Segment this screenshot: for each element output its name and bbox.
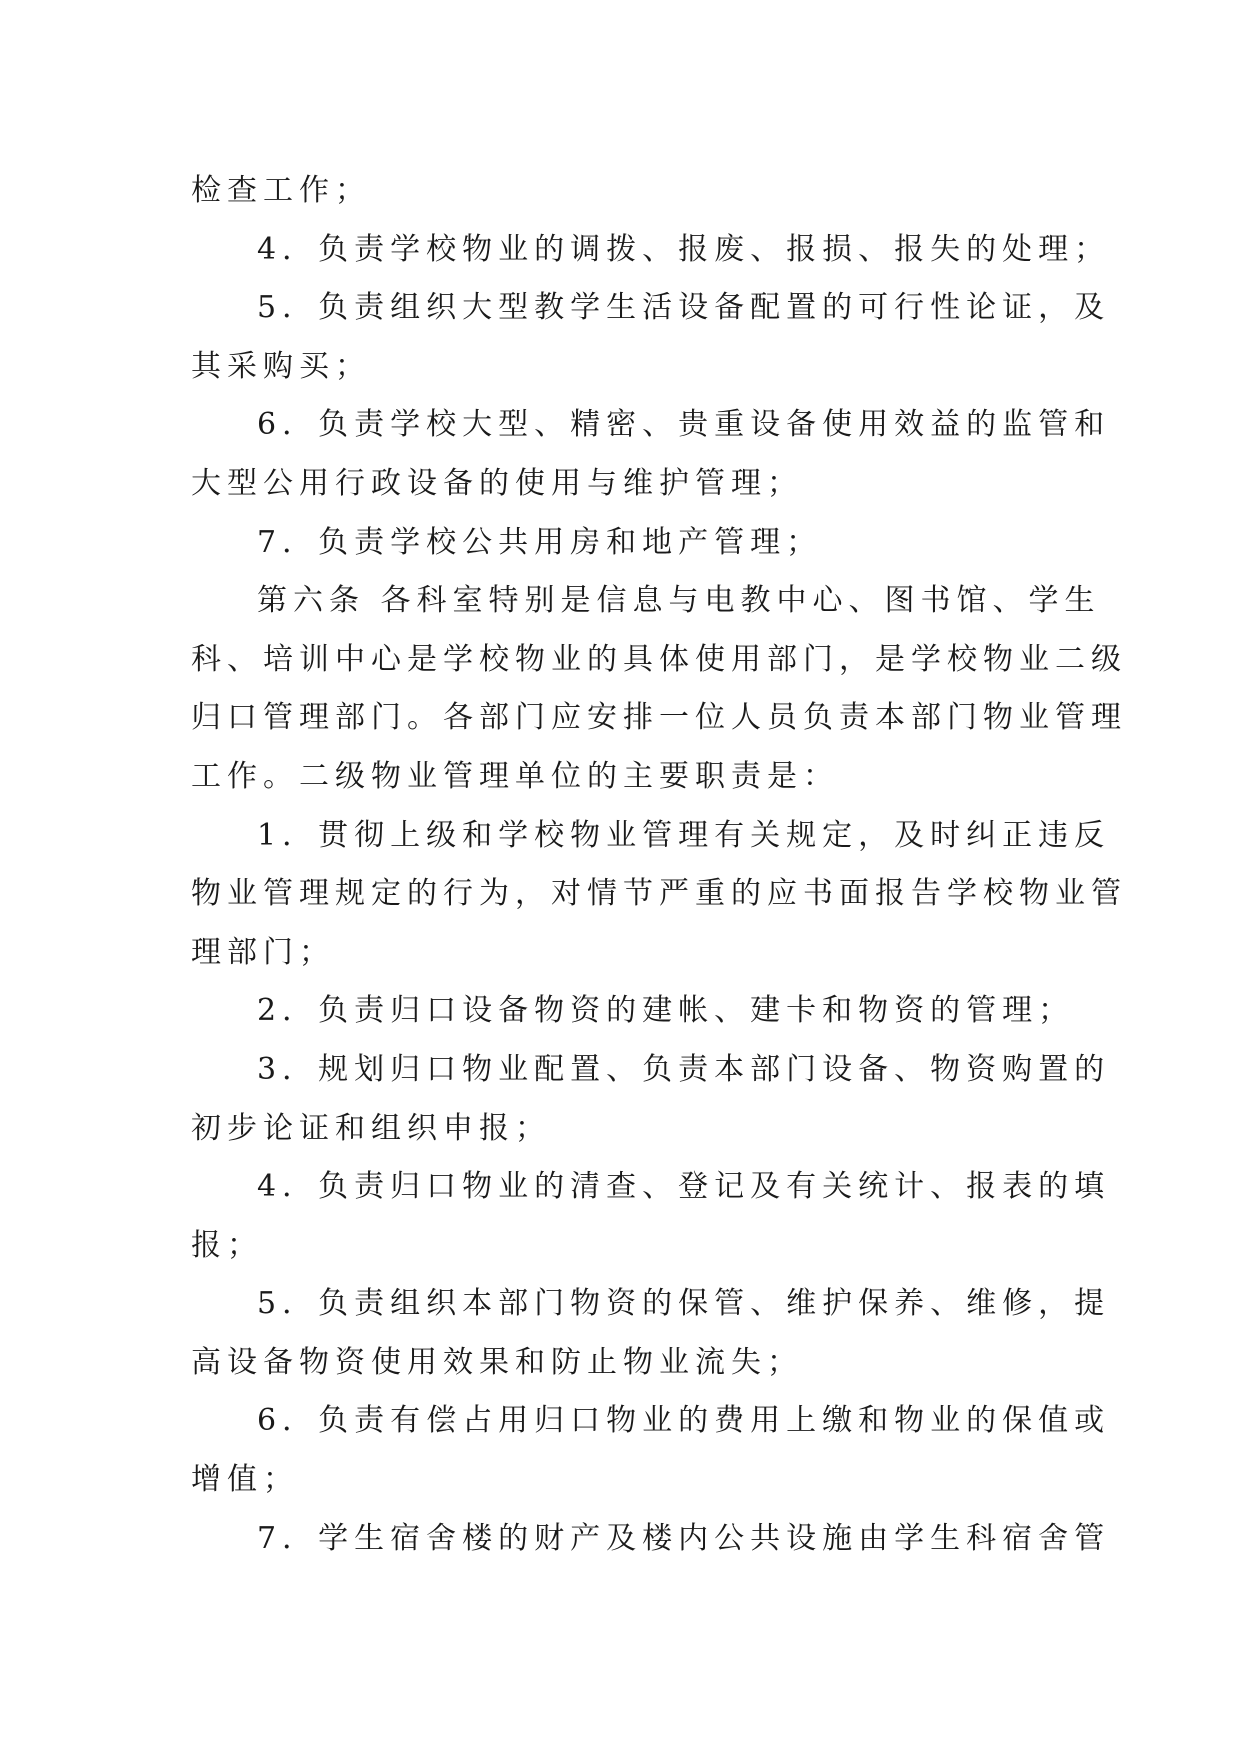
text-line: 理部门； [191,934,335,970]
text-line: 2．负责归口设备物资的建帐、建卡和物资的管理； [257,993,1075,1029]
document-body [191,162,1127,1568]
text-line: 5．负责组织大型教学生活设备配置的可行性论证，及 [257,290,1111,326]
text-line: 大型公用行政设备的使用与维护管理； [191,465,803,501]
text-line: 1．贯彻上级和学校物业管理有关规定，及时纠正违反 [257,817,1111,853]
text-line: 6．负责有偿占用归口物业的费用上缴和物业的保值或 [257,1403,1111,1439]
text-line: 4．负责学校物业的调拨、报废、报损、报失的处理； [257,231,1111,267]
text-line: 5．负责组织本部门物资的保管、维护保养、维修，提 [257,1286,1111,1322]
text-line: 高设备物资使用效果和防止物业流失； [191,1344,803,1380]
text-line: 科、培训中心是学校物业的具体使用部门，是学校物业二级 [191,641,1127,677]
text-line: 报； [191,1227,263,1263]
text-line: 初步论证和组织申报； [191,1110,551,1146]
text-line: 7．学生宿舍楼的财产及楼内公共设施由学生科宿舍管 [257,1520,1111,1556]
text-line: 检查工作； [191,173,371,208]
text-line: 归口管理部门。各部门应安排一位人员负责本部门物业管理 [191,700,1127,736]
text-line: 物业管理规定的行为，对情节严重的应书面报告学校物业管 [191,876,1127,912]
text-line: 工作。二级物业管理单位的主要职责是： [191,758,839,794]
text-line: 增值； [191,1462,299,1498]
article-heading-line: 第六条 各科室特别是信息与电教中心、图书馆、学生 [257,583,1101,619]
text-line: 6．负责学校大型、精密、贵重设备使用效益的监管和 [257,407,1111,443]
text-line: 7．负责学校公共用房和地产管理； [257,524,823,560]
text-line: 3．规划归口物业配置、负责本部门设备、物资购置的 [257,1051,1111,1087]
text-line: 4．负责归口物业的清查、登记及有关统计、报表的填 [257,1169,1111,1205]
text-line: 其采购买； [191,348,371,384]
